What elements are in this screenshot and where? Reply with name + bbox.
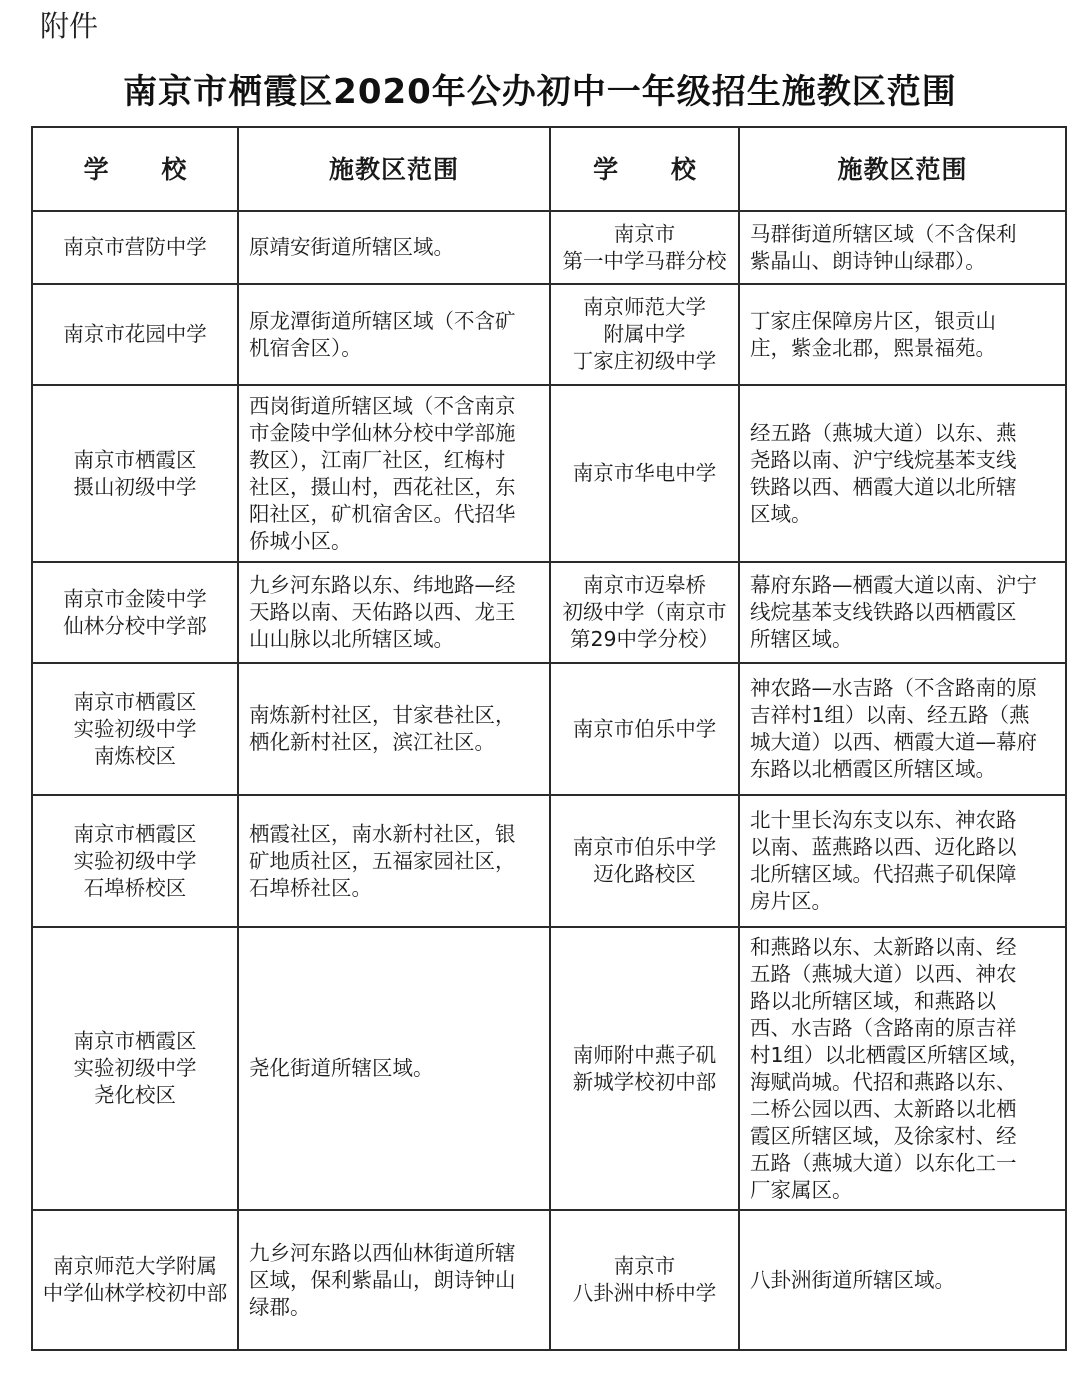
area-description: 经五路（燕城大道）以东、燕 尧路以南、沪宁线烷基苯支线 铁路以西、栖霞大道以北所辖 区域。 — [750, 420, 1017, 526]
right-school-cell — [550, 663, 739, 795]
school-name-line: 实验初级中学 — [73, 716, 197, 741]
right-school-cell — [550, 795, 739, 927]
school-name-line: 南京市营防中学 — [63, 235, 207, 259]
school-name-line: 南京市栖霞区 — [73, 1029, 197, 1053]
header-school-left: 学 校 — [32, 127, 238, 211]
left-area-cell — [238, 562, 550, 663]
school-name-line: 八卦洲中桥中学 — [572, 1281, 717, 1305]
school-name-line: 迈化路校区 — [593, 862, 696, 886]
school-name-line: 摄山初级中学 — [73, 474, 197, 499]
right-school-cell — [550, 211, 739, 284]
right-area-cell — [739, 284, 1066, 385]
table-header-row — [32, 127, 1066, 211]
area-description: 南炼新村社区，甘家巷社区， 栖化新村社区，滨江社区。 — [249, 703, 516, 754]
area-description: 幕府东路—栖霞大道以南、沪宁 线烷基苯支线铁路以西栖霞区 所辖区域。 — [750, 573, 1037, 651]
area-description: 尧化街道所辖区域。 — [249, 1056, 434, 1080]
right-area-cell — [739, 211, 1066, 284]
school-name-line: 尧化校区 — [94, 1083, 176, 1107]
area-description: 西岗街道所辖区域（不含南京 市金陵中学仙林分校中学部施 教区），江南厂社区，红梅村 社区，摄山村，西花社区，东 阳社区，矿机宿舍区。代招华 侨城小区。 — [249, 393, 516, 553]
school-name-line: 实验初级中学 — [73, 1056, 197, 1080]
left-school-cell — [32, 1210, 238, 1350]
header-school-right: 学 校 — [550, 127, 739, 211]
right-school-cell — [550, 284, 739, 385]
left-school-cell — [32, 795, 238, 927]
school-name-line: 南炼校区 — [94, 743, 176, 768]
school-name-line: 南京市栖霞区 — [73, 447, 197, 472]
school-name-line: 南京市金陵中学 — [63, 586, 207, 611]
left-area-cell — [238, 284, 550, 385]
left-area-cell — [238, 663, 550, 795]
page-title: 南京市栖霞区2020年公办初中一年级招生施教区范围 — [123, 72, 957, 112]
table-row — [32, 284, 1066, 385]
area-description: 栖霞社区，南水新村社区，银 矿地质社区，五福家园社区， 石埠桥社区。 — [249, 821, 516, 900]
right-area-cell — [739, 663, 1066, 795]
area-description: 九乡河东路以西仙林街道所辖 区域，保利紫晶山，朗诗钟山 绿郡。 — [249, 1240, 516, 1319]
area-description: 神农路—水吉路（不含路南的原 吉祥村1组）以南、经五路（燕 城大道）以西、栖霞大道—幕府 东路以北栖霞区所辖区域。 — [750, 676, 1037, 781]
right-area-cell — [739, 795, 1066, 927]
school-name-line: 实验初级中学 — [73, 848, 197, 873]
left-school-cell — [32, 284, 238, 385]
school-name-line: 附属中学 — [603, 322, 686, 346]
area-description: 和燕路以东、太新路以南、经 五路（燕城大道）以西、神农 路以北所辖区域，和燕路以 西、水吉路（含路南的原吉祥 村1组）以北栖霞区所辖区域， 海赋尚城。代招和燕路以东、 二桥公园以西、太新路以北栖 霞区所辖区域，及徐家村、经 五路（燕城大道）以东化工一 厂家属区。 — [750, 934, 1030, 1202]
area-description: 丁家庄保障房片区，银贡山 庄，紫金北郡，熙景福苑。 — [750, 308, 996, 360]
right-school-cell — [550, 927, 739, 1210]
school-name-line: 仙林分校中学部 — [63, 613, 207, 638]
table-body — [32, 211, 1066, 1350]
table-row — [32, 211, 1066, 284]
left-area-cell — [238, 385, 550, 562]
attachment-label: 附件 — [40, 9, 99, 43]
right-area-cell — [739, 385, 1066, 562]
left-school-cell — [32, 562, 238, 663]
enrollment-zone-table — [31, 126, 1067, 1351]
right-school-cell — [550, 1210, 739, 1350]
area-description: 马群街道所辖区域（不含保利 紫晶山、朗诗钟山绿郡）。 — [750, 221, 1017, 273]
area-description: 八卦洲街道所辖区域。 — [750, 1267, 955, 1292]
right-area-cell — [739, 1210, 1066, 1350]
school-name-line: 中学仙林学校初中部 — [42, 1281, 228, 1305]
school-name-line: 丁家庄初级中学 — [572, 349, 717, 373]
school-name-line: 南师附中燕子矶 — [572, 1042, 717, 1067]
right-area-cell — [739, 562, 1066, 663]
right-school-cell — [550, 385, 739, 562]
left-school-cell — [32, 211, 238, 284]
right-area-cell — [739, 927, 1066, 1210]
school-name-line: 南京师范大学附属 — [53, 1254, 217, 1278]
table-row — [32, 562, 1066, 663]
school-name-line: 石埠桥校区 — [83, 875, 187, 900]
school-name-line: 南京市花园中学 — [63, 322, 207, 346]
table-row — [32, 1210, 1066, 1350]
left-area-cell — [238, 795, 550, 927]
school-name-line: 新城学校初中部 — [572, 1069, 717, 1094]
school-name-line: 南京市栖霞区 — [73, 821, 197, 846]
left-school-cell — [32, 663, 238, 795]
school-name-line: 南京师范大学 — [583, 295, 706, 319]
table-row — [32, 385, 1066, 562]
area-description: 原龙潭街道所辖区域（不含矿 机宿舍区）。 — [249, 308, 516, 360]
school-name-line: 南京市 — [613, 1254, 676, 1278]
right-school-cell — [550, 562, 739, 663]
left-school-cell — [32, 927, 238, 1210]
school-name-line: 初级中学（南京市 — [562, 600, 727, 624]
header-area-left: 施教区范围 — [238, 127, 550, 211]
left-area-cell — [238, 1210, 550, 1350]
table-row — [32, 927, 1066, 1210]
table-row — [32, 663, 1066, 795]
school-name-line: 第29中学分校） — [569, 627, 720, 651]
left-area-cell — [238, 927, 550, 1210]
school-name-line: 第一中学马群分校 — [562, 248, 727, 273]
table-row — [32, 795, 1066, 927]
header-area-right: 施教区范围 — [739, 127, 1066, 211]
school-name-line: 南京市栖霞区 — [73, 689, 197, 714]
school-name-line: 南京市伯乐中学 — [572, 716, 717, 741]
school-name-line: 南京市华电中学 — [572, 461, 717, 485]
school-name-line: 南京市迈皋桥 — [583, 573, 706, 597]
area-description: 九乡河东路以东、纬地路—经 天路以南、天佑路以西、龙王 山山脉以北所辖区域。 — [249, 573, 516, 651]
area-description: 原靖安街道所辖区域。 — [249, 235, 454, 259]
left-area-cell — [238, 211, 550, 284]
area-description: 北十里长沟东支以东、神农路 以南、蓝燕路以西、迈化路以 北所辖区域。代招燕子矶保障 房片区。 — [750, 808, 1017, 913]
left-school-cell — [32, 385, 238, 562]
school-name-line: 南京市伯乐中学 — [572, 835, 717, 859]
school-name-line: 南京市 — [613, 221, 676, 246]
